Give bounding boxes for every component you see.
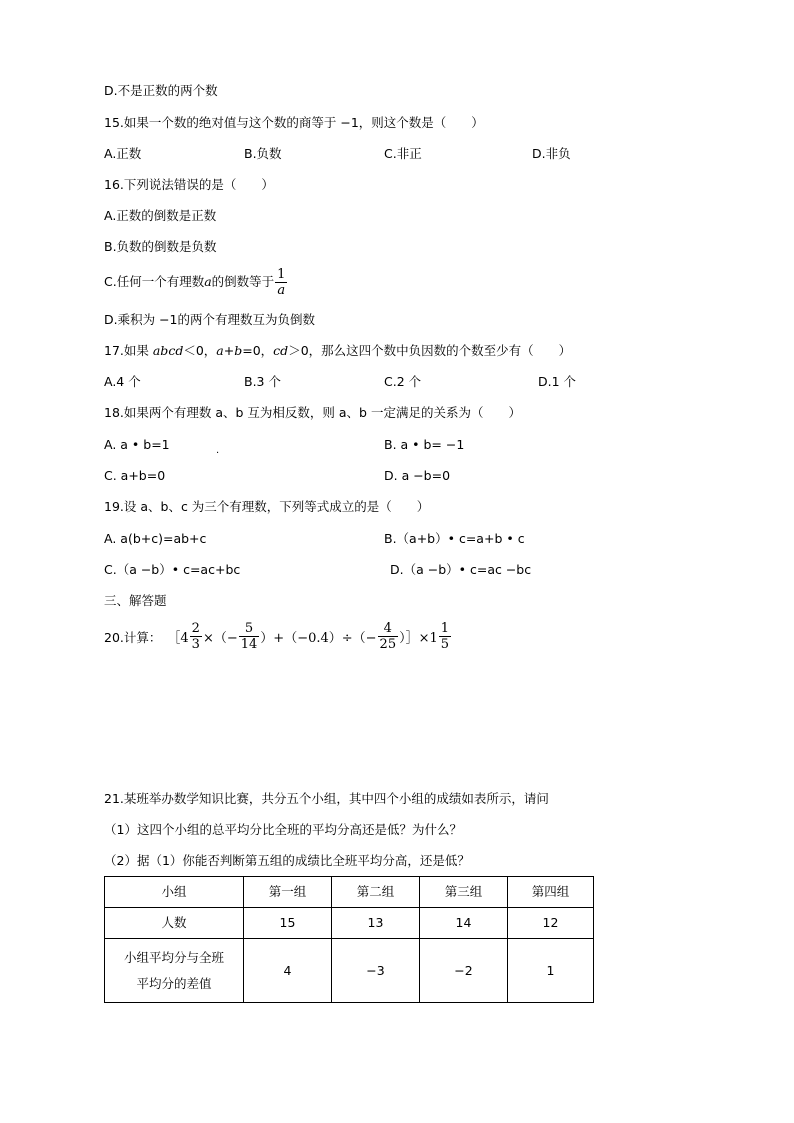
q15-option-b: B.负数 [244, 146, 282, 161]
q16-option-c-text: C.任何一个有理数 [104, 274, 205, 289]
q16-option-d: D.乘积为 −1的两个有理数互为负倒数 [104, 312, 315, 327]
q20-f1-num: 2 [191, 621, 200, 636]
q14-option-d: D.不是正数的两个数 [104, 83, 218, 98]
table-cell: 15 [244, 908, 332, 939]
table-header-cell: 第三组 [420, 877, 508, 908]
q19-stem: 19.设 a、b、c 为三个有理数，下列等式成立的是（ ） [104, 499, 430, 514]
table-header-row [105, 877, 594, 908]
q21-part-1: （1）这四个小组的总平均分比全班的平均分高还是低？为什么？ [104, 822, 462, 837]
q20-op1: ×（− [202, 631, 238, 646]
table-header-cell: 第一组 [244, 877, 332, 908]
table-header-cell: 第四组 [508, 877, 594, 908]
section-heading: 三、解答题 [104, 593, 167, 608]
q16-option-a: A.正数的倒数是正数 [104, 208, 217, 223]
q20-f2-num: 5 [239, 621, 260, 637]
q16-option-c [104, 262, 288, 302]
q20-open: ［4 [167, 631, 189, 646]
q17-stem [104, 342, 571, 360]
table-cell: 14 [420, 908, 508, 939]
q17-option-d: D.1 个 [538, 374, 577, 389]
q15-option-d: D.非负 [532, 146, 571, 161]
q20-fraction-1 [190, 621, 202, 652]
q20-f3-den: 25 [379, 637, 397, 652]
q15-stem: 15.如果一个数的绝对值与这个数的商等于 −1，则这个数是（ ） [104, 115, 484, 130]
q20-op2: ）+（−0.4）÷（− [260, 631, 377, 646]
q17-option-c: C.2 个 [384, 374, 422, 389]
q20-expression [104, 621, 452, 652]
q20-label: 20.计算： [104, 629, 162, 645]
q16-option-b: B.负数的倒数是负数 [104, 239, 217, 254]
table-header-cell: 小组 [105, 877, 244, 908]
q16-fraction-denominator: a [277, 282, 286, 298]
q16-stem: 16.下列说法错误的是（ ） [104, 177, 274, 192]
q17-var-b: b [234, 343, 243, 358]
q19-option-c: C.（a −b）• c=ac+bc [104, 562, 241, 577]
q18-option-d: D. a −b=0 [384, 468, 451, 483]
q18-option-b: B. a • b= −1 [384, 437, 465, 452]
scores-table [104, 876, 594, 1003]
q19-option-b: B.（a+b）• c=a+b • c [384, 531, 525, 546]
q19-option-a: A. a(b+c)=ab+c [104, 531, 207, 546]
table-row-label-line-1: 小组平均分与全班 [123, 949, 224, 965]
table-row-label [105, 939, 244, 1003]
q20-op3: ）］×1 [399, 631, 438, 646]
q16-option-c-var: a [204, 274, 212, 289]
q17-m2: + [223, 343, 235, 358]
q21-stem: 21.某班举办数学知识比赛，共分五个小组，其中四个小组的成绩如表所示，请问 [104, 791, 549, 806]
q20-f2-den: 14 [240, 637, 258, 652]
table-cell: 1 [508, 939, 594, 1003]
q18-option-c: C. a+b=0 [104, 468, 166, 483]
table-cell: 13 [332, 908, 420, 939]
q17-m3: =0， [242, 343, 274, 358]
stray-dot: . [216, 445, 220, 456]
table-row [105, 939, 594, 1003]
q20-fraction-2 [239, 621, 260, 652]
table-row-label: 人数 [105, 908, 244, 939]
q20-f3-num: 4 [378, 621, 399, 637]
q15-option-c: C.非正 [384, 146, 422, 161]
q20-fraction-4 [439, 621, 451, 652]
table-cell: −2 [420, 939, 508, 1003]
q16-option-c-tail: 的倒数等于 [211, 274, 275, 289]
q16-fraction-numerator: 1 [277, 266, 286, 282]
q20-f4-den: 5 [440, 637, 450, 652]
q21-part-2: （2）据（1）你能否判断第五组的成绩比全班平均分高，还是低？ [104, 853, 470, 868]
table-header-cell: 第二组 [332, 877, 420, 908]
q17-m1: ＜0， [183, 343, 217, 358]
table-cell: 4 [244, 939, 332, 1003]
q20-f4-num: 1 [440, 621, 450, 636]
q19-option-d: D.（a −b）• c=ac −bc [390, 562, 532, 577]
q20-f1-den: 3 [191, 637, 200, 652]
q17-option-a: A.4 个 [104, 374, 141, 389]
q17-var-a: a [216, 343, 224, 358]
q16-fraction [275, 267, 287, 298]
table-cell: 12 [508, 908, 594, 939]
q17-pre: 17.如果 [104, 343, 153, 358]
table-row [105, 908, 594, 939]
q17-var-abcd: abcd [152, 343, 184, 358]
q17-var-cd: cd [273, 343, 289, 358]
q17-post: ＞0，那么这四个数中负因数的个数至少有（ ） [288, 343, 572, 358]
q20-fraction-3 [378, 621, 399, 652]
table-row-label-line-2: 平均分的差值 [136, 975, 212, 991]
q18-option-a: A. a • b=1 [104, 437, 170, 452]
table-cell: −3 [332, 939, 420, 1003]
q17-option-b: B.3 个 [244, 374, 281, 389]
q15-option-a: A.正数 [104, 146, 142, 161]
q18-stem: 18.如果两个有理数 a、b 互为相反数，则 a、b 一定满足的关系为（ ） [104, 405, 521, 420]
